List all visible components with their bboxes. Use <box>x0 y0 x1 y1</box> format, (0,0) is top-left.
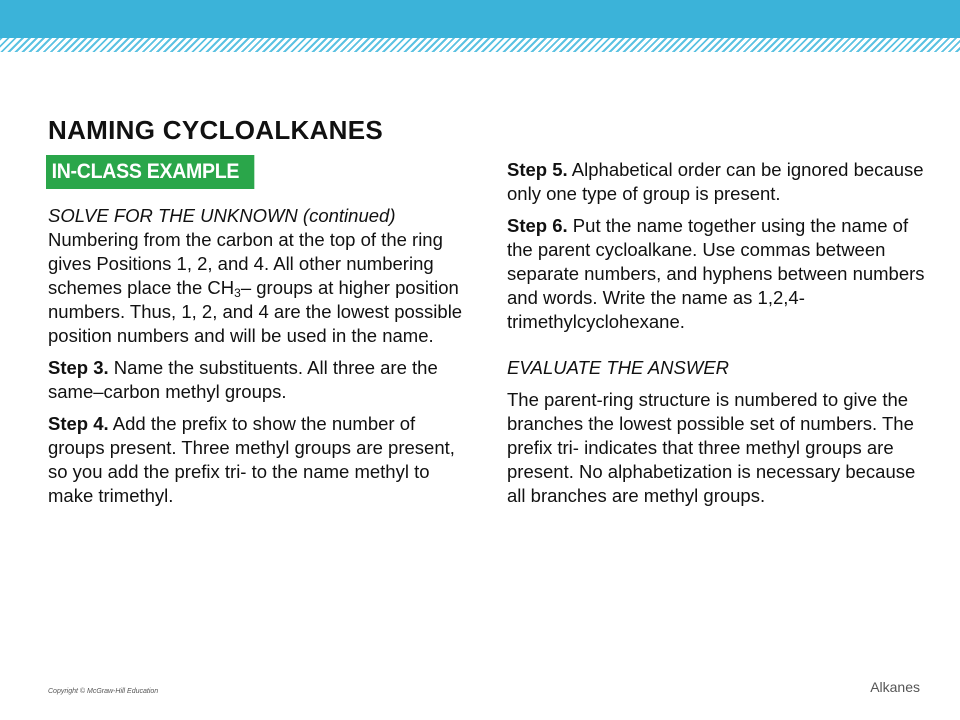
left-column <box>48 204 468 516</box>
copyright-notice: Copyright © McGraw-Hill Education <box>48 688 159 695</box>
step-5-paragraph <box>507 158 927 206</box>
step-3-label: Step 3. <box>48 357 109 378</box>
topic-label: Alkanes <box>870 679 920 695</box>
step-3-text: Name the substituents. All three are the same–carbon methyl groups. <box>48 357 438 402</box>
solve-heading-suffix: (continued) <box>297 205 396 226</box>
solve-text-b: – groups at higher position numbers. Thus, 1, 2, and 4 are the lowest possible position numbers and will be used in the name. <box>48 277 463 346</box>
solve-text-a: Numbering from the carbon at the top of the ring gives Positions 1, 2, and 4. All other numbering schemes place the CH <box>48 229 443 298</box>
top-banner <box>0 0 960 38</box>
step-6-text: Put the name together using the name of the parent cycloalkane. Use commas between separate numbers, and hyphens between numbers and words. Write the name as 1,2,4-trimethylcyclohexane. <box>507 215 925 332</box>
solve-paragraph <box>48 204 468 348</box>
evaluate-heading: EVALUATE THE ANSWER <box>507 357 730 378</box>
in-class-example-badge: IN-CLASS EXAMPLE <box>46 155 254 189</box>
solve-heading: SOLVE FOR THE UNKNOWN <box>48 205 298 226</box>
step-4-paragraph <box>48 412 468 508</box>
subscript-3: 3 <box>234 286 241 300</box>
step-6-label: Step 6. <box>507 215 568 236</box>
step-5-label: Step 5. <box>507 159 568 180</box>
evaluate-paragraph: The parent-ring structure is numbered to give the branches the lowest possible set of numbers. The prefix tri- indicates that three methyl groups are present. No alphabetization is necessary because all branches are methyl groups. <box>507 389 916 506</box>
step-6-paragraph <box>507 214 927 334</box>
slide-title: NAMING CYCLOALKANES <box>48 115 384 145</box>
step-5-text: Alphabetical order can be ignored because only one type of group is present. <box>507 159 924 204</box>
right-column <box>507 158 927 516</box>
step-3-paragraph <box>48 356 468 404</box>
step-4-text: Add the prefix to show the number of groups present. Three methyl groups are present, so you add the prefix tri- to the name methyl to make trimethyl. <box>48 413 455 506</box>
step-4-label: Step 4. <box>48 413 109 434</box>
top-stripe-pattern <box>0 38 960 52</box>
